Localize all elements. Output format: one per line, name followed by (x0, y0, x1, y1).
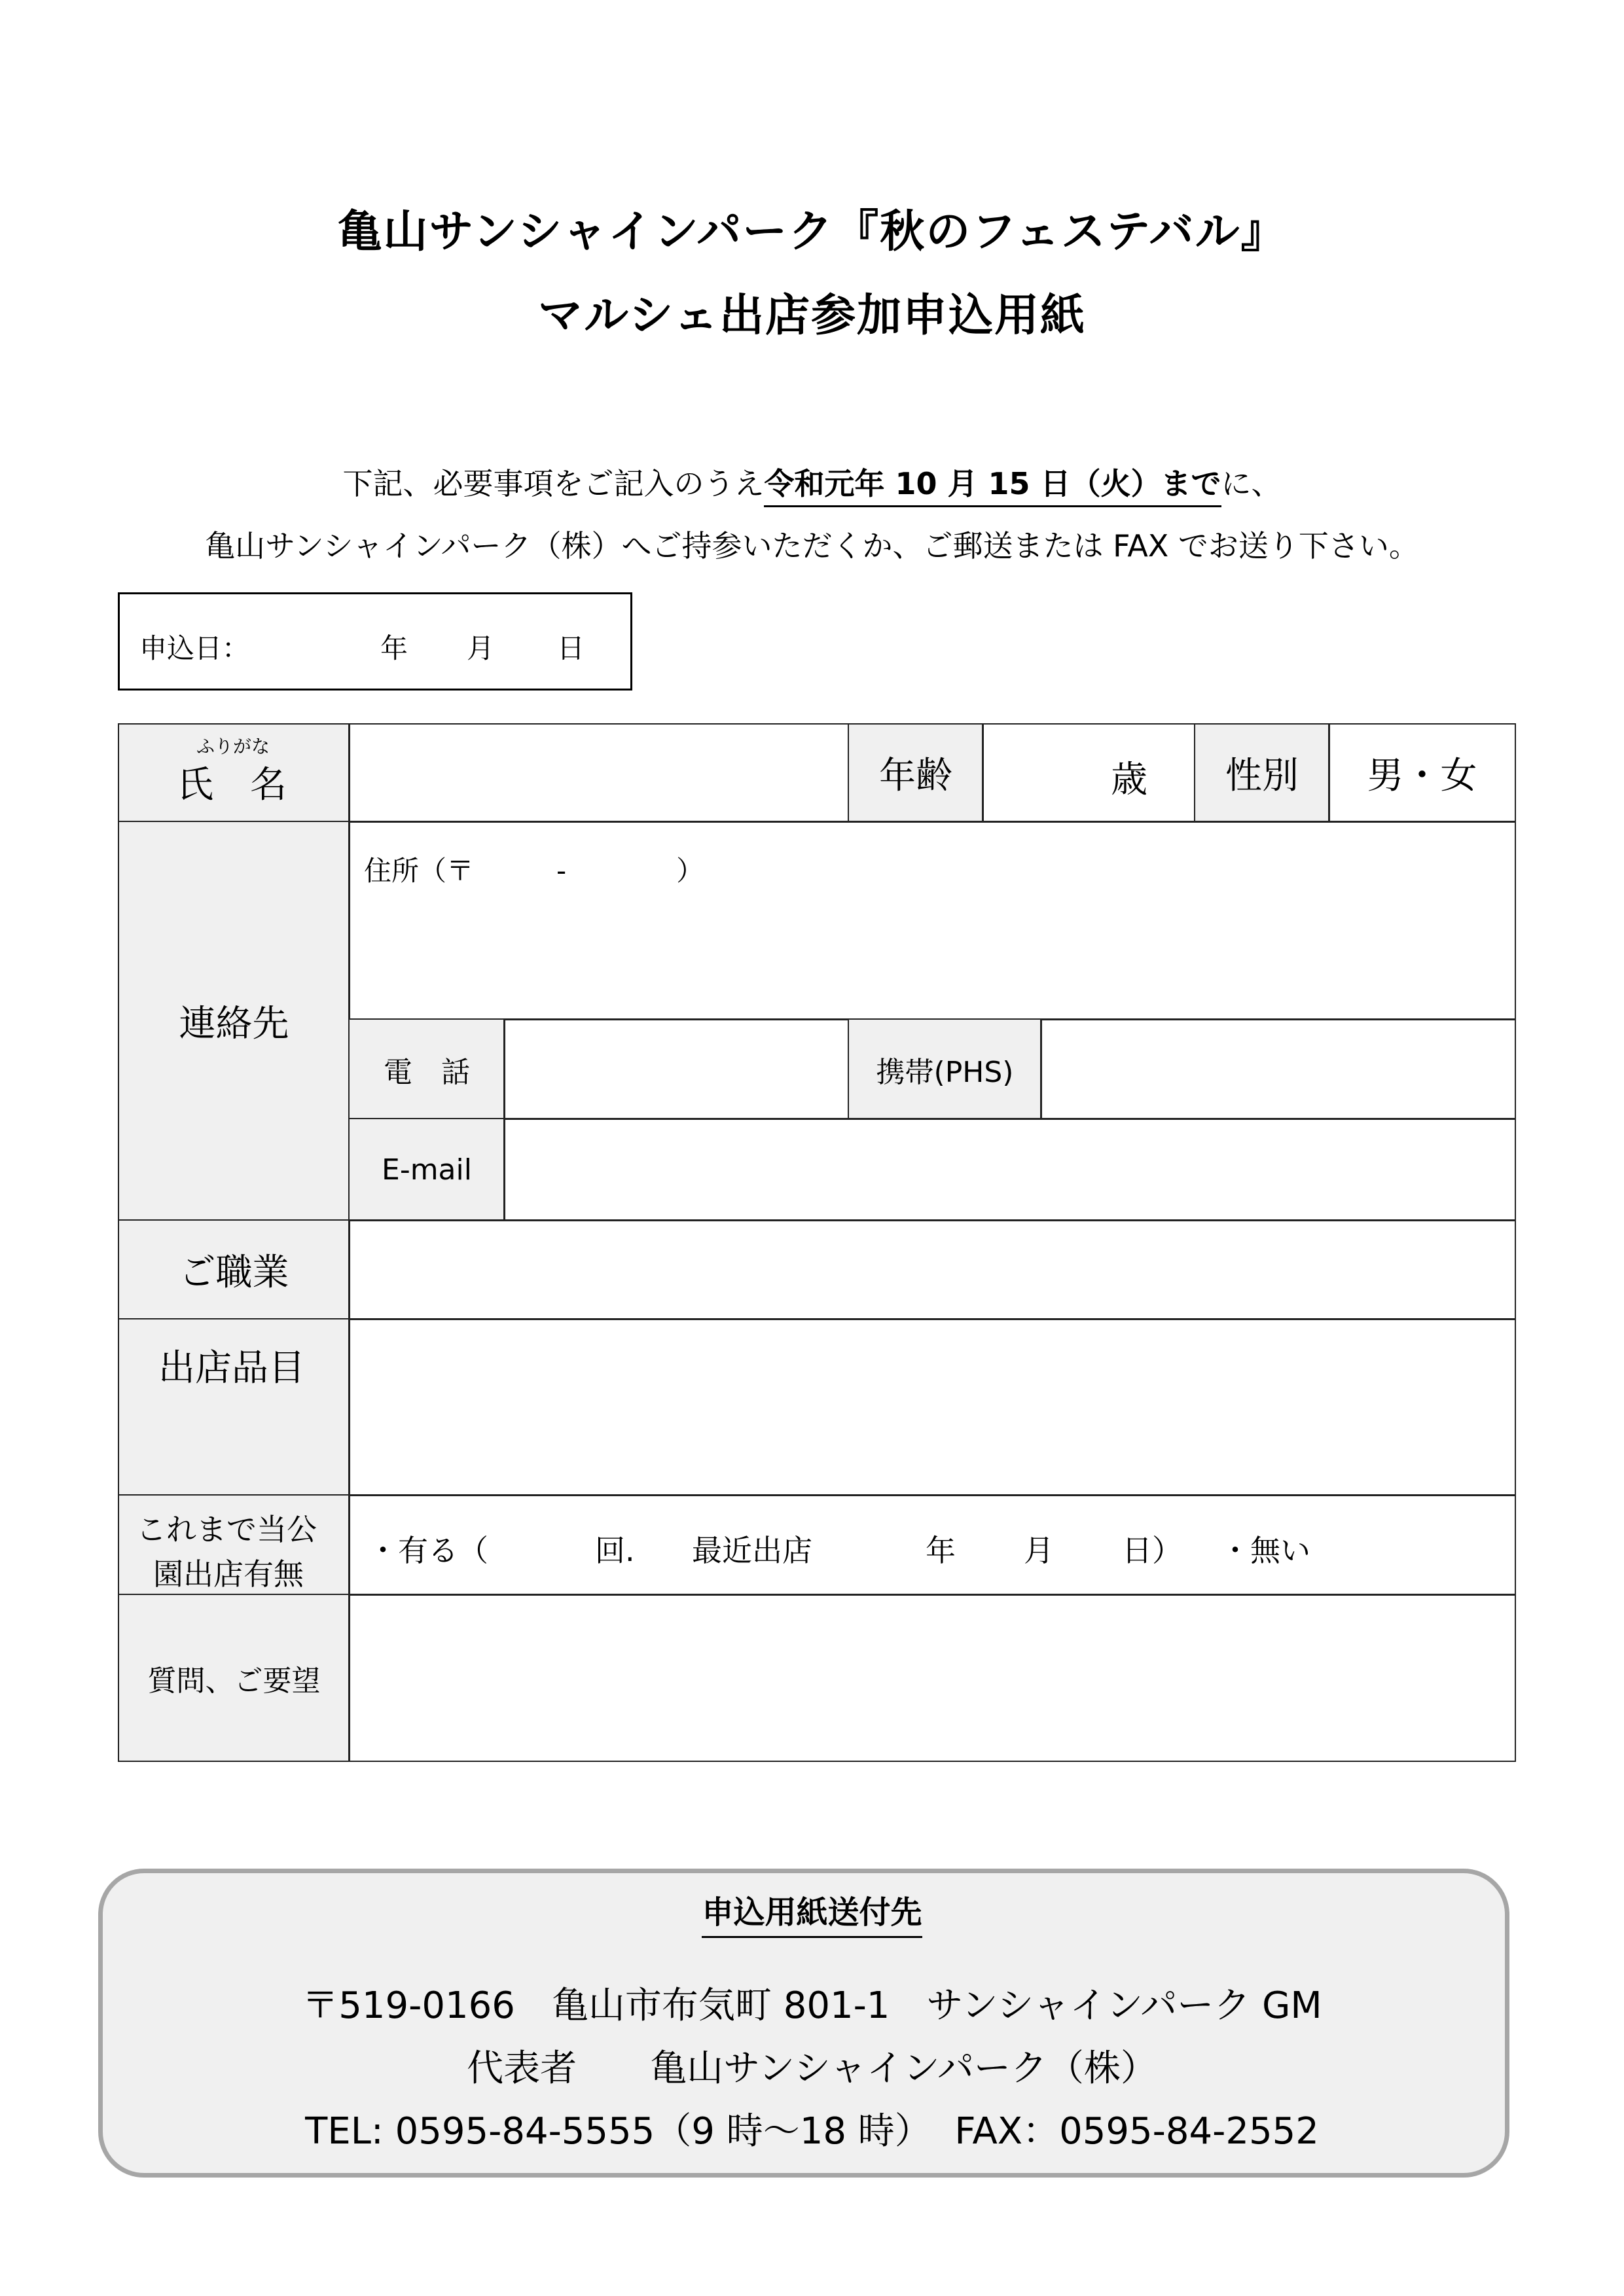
occupation-label: ご職業 (179, 1251, 289, 1294)
questions-field[interactable] (348, 1594, 1516, 1762)
history-label-line-1: これまで当公 (136, 1512, 317, 1547)
instructions-text-end: に、 (1221, 466, 1282, 501)
instructions-line-1 (0, 460, 1624, 503)
address-label: 住所（〒 - ） (364, 855, 704, 887)
items-label-cell (118, 1318, 350, 1496)
gender-field[interactable] (1328, 723, 1516, 823)
deadline-text: 令和元年 10 月 15 日（火）まで (764, 466, 1221, 507)
instructions-line-2: 亀山サンシャインパーク（株）へご持参いただくか、ご郵送または FAX でお送り下さい。 (205, 528, 1419, 564)
mobile-label-cell (848, 1018, 1042, 1120)
contact-label-cell (118, 821, 350, 1221)
page-title: 亀山サンシャインパーク『秋のフェステバル』 (337, 206, 1287, 258)
application-date-box[interactable] (118, 592, 632, 691)
age-field[interactable] (982, 723, 1196, 823)
send-to-contact: TEL: 0595-84-5555（9 時～18 時） FAX：0595-84-2552 (305, 2110, 1319, 2153)
history-field[interactable] (348, 1494, 1516, 1596)
history-no-option: ・無い (1220, 1533, 1310, 1568)
age-label-cell (848, 723, 984, 823)
gender-label-cell (1194, 723, 1330, 823)
email-field[interactable] (503, 1118, 1516, 1221)
history-day-label: 日） (1122, 1533, 1182, 1568)
history-times-label: 回. (595, 1533, 635, 1568)
history-label-line-2: 園出店有無 (153, 1556, 304, 1592)
name-label: 氏 名 (177, 764, 287, 806)
age-label: 年齢 (879, 755, 952, 797)
send-to-representative: 代表者 亀山サンシャインパーク（株） (467, 2047, 1157, 2090)
mobile-label: 携帯(PHS) (876, 1055, 1014, 1089)
address-field[interactable] (348, 821, 1516, 1020)
mobile-field[interactable] (1040, 1018, 1516, 1120)
date-month-label: 月 (467, 632, 495, 664)
occupation-field[interactable] (348, 1219, 1516, 1320)
items-field[interactable] (348, 1318, 1516, 1496)
date-day-label: 日 (557, 632, 585, 664)
items-label: 出店品目 (158, 1347, 305, 1390)
history-recent-label: 最近出店 (692, 1533, 812, 1568)
page-subtitle: マルシェ出店参加申込用紙 (538, 290, 1086, 342)
name-label-cell (118, 723, 350, 823)
phone-field[interactable] (503, 1018, 850, 1120)
date-year-label: 年 (380, 632, 408, 664)
questions-label: 質問、ご要望 (147, 1664, 321, 1698)
application-date-label: 申込日： (139, 632, 250, 664)
age-unit: 歳 (1111, 759, 1147, 801)
contact-label: 連絡先 (179, 1003, 289, 1045)
name-field[interactable] (348, 723, 850, 823)
phone-label: 電 話 (384, 1055, 470, 1089)
send-to-address: 〒519-0166 亀山市布気町 801-1 サンシャインパーク GM (302, 1984, 1322, 2027)
instructions-text: 下記、必要事項をご記入のうえ (342, 466, 765, 501)
name-furigana: ふりがな (196, 736, 270, 757)
email-label: E-mail (382, 1153, 472, 1187)
questions-label-cell (118, 1594, 350, 1762)
send-to-title-text: 申込用紙送付先 (702, 1894, 922, 1938)
phone-label-cell (348, 1018, 505, 1120)
gender-label: 性別 (1225, 755, 1299, 797)
history-yes-option: ・有る（ (368, 1533, 488, 1568)
occupation-label-cell (118, 1219, 350, 1320)
history-month-label: 月 (1024, 1533, 1054, 1568)
email-label-cell (348, 1118, 505, 1221)
gender-options: 男・女 (1367, 755, 1477, 797)
history-year-label: 年 (926, 1533, 956, 1568)
send-to-title (0, 1887, 1624, 1932)
history-label-cell (118, 1494, 350, 1596)
application-form (118, 723, 1516, 1762)
